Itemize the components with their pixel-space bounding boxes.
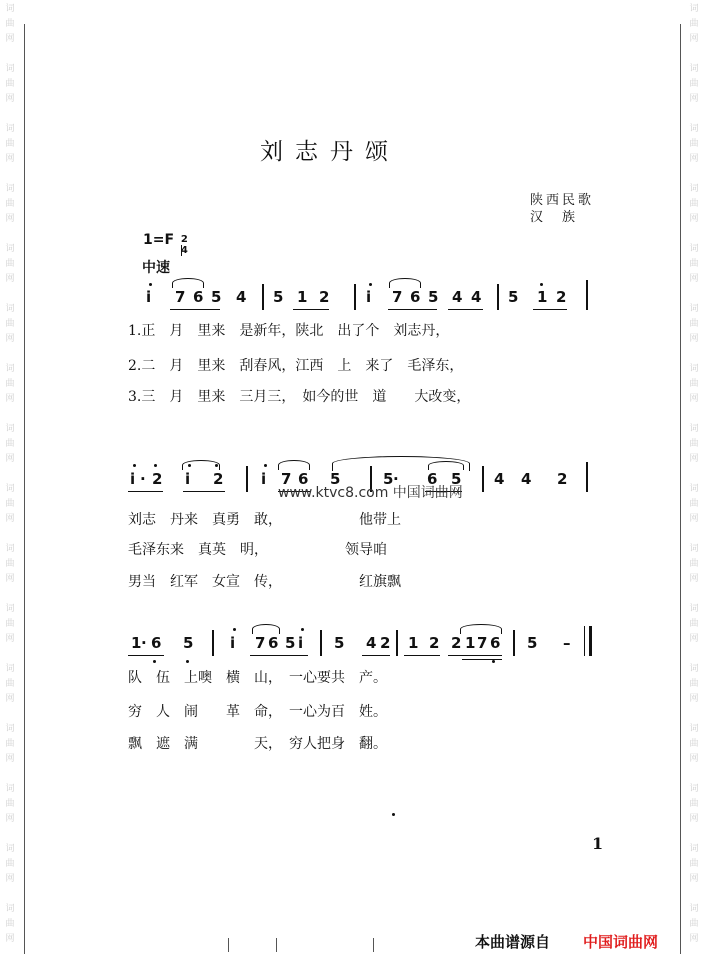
aug-dot: · [140, 470, 146, 488]
underline [293, 309, 329, 310]
note: 6 [298, 470, 309, 488]
side-watermark: 词 曲 网 [689, 784, 699, 824]
time-signature [180, 234, 188, 256]
high-dot [188, 464, 191, 467]
side-watermark: 词 曲 网 [689, 4, 699, 44]
side-watermark: 词 曲 网 [5, 544, 15, 584]
underline [128, 491, 163, 492]
underline [388, 309, 437, 310]
note: 5 [383, 470, 394, 488]
underline [404, 655, 440, 656]
verse-2-lyrics: 2.二 月 里来 刮春风，江西 上 来了 毛泽东， [128, 358, 464, 374]
barline [586, 462, 588, 492]
note: 2 [213, 470, 224, 488]
center-mark [392, 813, 395, 816]
high-dot [540, 283, 543, 286]
note: 4 [366, 634, 377, 652]
center-watermark: www.ktvc8.com 中国词曲网 [278, 485, 463, 501]
side-watermark: 词 曲 网 [5, 904, 15, 944]
note: 6 [268, 634, 279, 652]
time-top: 2 [180, 234, 188, 245]
slur [252, 624, 280, 634]
side-watermark: 词 曲 网 [5, 4, 15, 44]
final-barline-thick [589, 626, 592, 656]
note: 5 [451, 470, 462, 488]
barline [262, 284, 264, 310]
note: 6 [427, 470, 438, 488]
note: 2 [319, 288, 330, 306]
barline [586, 280, 588, 310]
underline [250, 655, 308, 656]
note: 5 [334, 634, 345, 652]
note: i [130, 470, 136, 488]
note: 5 [330, 470, 341, 488]
barline [497, 284, 499, 310]
final-barline-thin [584, 626, 585, 656]
origin-line-1: 陕西民歌 [530, 193, 595, 208]
note: 1 [131, 634, 142, 652]
note: 6 [410, 288, 421, 306]
note: i [230, 634, 236, 652]
left-page-edge [24, 24, 25, 954]
note: i [146, 288, 152, 306]
side-watermark: 词 曲 网 [689, 124, 699, 164]
note: 6 [490, 634, 501, 652]
side-watermark: 词 曲 网 [689, 844, 699, 884]
side-watermark: 词 曲 网 [5, 724, 15, 764]
side-watermark: 词 曲 网 [689, 604, 699, 644]
high-dot [149, 283, 152, 286]
note: 2 [429, 634, 440, 652]
side-watermark: 词 曲 网 [5, 244, 15, 284]
side-watermark: 词 曲 网 [5, 664, 15, 704]
high-dot [215, 464, 218, 467]
aug-dot: · [141, 634, 147, 652]
slur [460, 624, 502, 634]
crop-mark [228, 938, 229, 952]
note: 5 [183, 634, 194, 652]
note: i [185, 470, 191, 488]
verse-2-lyrics: 毛泽东来 真英 明， 领导咱 [128, 542, 387, 558]
note: i [261, 470, 267, 488]
note: 7 [255, 634, 266, 652]
side-watermark: 词 曲 网 [689, 64, 699, 104]
tempo-marking: 中速 [142, 260, 170, 276]
barline [212, 630, 214, 656]
note: 2 [556, 288, 567, 306]
low-dot [492, 660, 495, 663]
verse-1-lyrics: 刘志 丹来 真勇 敢， 他带上 [128, 512, 401, 528]
side-watermark: 词 曲 网 [689, 724, 699, 764]
high-dot [154, 464, 157, 467]
key-text: 1=F [143, 232, 175, 248]
low-dot [153, 660, 156, 663]
slur [428, 461, 464, 470]
side-watermark: 词 曲 网 [5, 64, 15, 104]
side-watermark: 词 曲 网 [5, 844, 15, 884]
note: 2 [380, 634, 391, 652]
underline [448, 309, 483, 310]
origin-line-2: 汉 族 [530, 210, 579, 225]
note: 4 [236, 288, 247, 306]
side-watermark: 词 曲 网 [689, 364, 699, 404]
verse-3-lyrics: 飘 遮 满 天， 穷人把身 翻。 [128, 736, 387, 752]
side-watermark: 词 曲 网 [5, 484, 15, 524]
right-watermark-strip [684, 0, 704, 978]
verse-3-lyrics: 男当 红军 女宣 传， 红旗飘 [128, 574, 401, 590]
note: 5 [527, 634, 538, 652]
side-watermark: 词 曲 网 [689, 544, 699, 584]
slur [172, 278, 204, 288]
side-watermark: 词 曲 网 [5, 124, 15, 164]
note: 6 [193, 288, 204, 306]
note: 4 [494, 470, 505, 488]
high-dot [264, 464, 267, 467]
note: 2 [557, 470, 568, 488]
underline [533, 309, 567, 310]
verse-2-lyrics: 穷 人 闹 革 命， 一心为百 姓。 [128, 704, 387, 720]
side-watermark: 词 曲 网 [689, 904, 699, 944]
high-dot [301, 628, 304, 631]
note: 4 [471, 288, 482, 306]
side-watermark: 词 曲 网 [5, 784, 15, 824]
note: 4 [521, 470, 532, 488]
underline [170, 309, 220, 310]
side-watermark: 词 曲 网 [5, 604, 15, 644]
side-watermark: 词 曲 网 [689, 664, 699, 704]
side-watermark: 词 曲 网 [689, 424, 699, 464]
note: 1 [408, 634, 419, 652]
underline [362, 655, 390, 656]
verse-3-lyrics: 3.三 月 里来 三月三， 如今的世 道 大改变， [128, 389, 471, 405]
note: 5 [273, 288, 284, 306]
verse-1-lyrics: 1.正 月 里来 是新年，陕北 出了个 刘志丹， [128, 323, 450, 339]
barline [320, 630, 322, 656]
side-watermark: 词 曲 网 [5, 424, 15, 464]
aug-dot: · [393, 470, 399, 488]
note: 1 [297, 288, 308, 306]
high-dot [233, 628, 236, 631]
side-watermark: 词 曲 网 [689, 304, 699, 344]
barline [246, 466, 248, 492]
side-watermark: 词 曲 网 [5, 364, 15, 404]
high-dot [369, 283, 372, 286]
note: 7 [175, 288, 186, 306]
song-title: 刘志丹颂 [260, 139, 400, 165]
barline [396, 630, 398, 656]
dash: – [563, 634, 571, 652]
note: 4 [452, 288, 463, 306]
note: 7 [477, 634, 488, 652]
note: 1 [465, 634, 476, 652]
side-watermark: 词 曲 网 [689, 184, 699, 224]
note: 5 [211, 288, 222, 306]
crop-mark [373, 938, 374, 952]
note: 5 [508, 288, 519, 306]
slur [278, 460, 310, 470]
barline [513, 630, 515, 656]
underline [448, 655, 502, 656]
slur [389, 278, 421, 288]
note: 6 [151, 634, 162, 652]
barline [482, 466, 484, 492]
time-bottom: 4 [180, 245, 188, 256]
underline [128, 655, 164, 656]
side-watermark: 词 曲 网 [689, 244, 699, 284]
high-dot [133, 464, 136, 467]
left-watermark-strip [0, 0, 20, 978]
side-watermark: 词 曲 网 [5, 184, 15, 224]
right-page-edge [680, 24, 681, 954]
underline [462, 659, 502, 660]
barline [354, 284, 356, 310]
low-dot [186, 660, 189, 663]
verse-1-lyrics: 队 伍 上噢 横 山， 一心要共 产。 [128, 670, 387, 686]
note: 7 [392, 288, 403, 306]
page-number: 1 [592, 834, 604, 853]
note: 5 [428, 288, 439, 306]
note: 2 [451, 634, 462, 652]
side-watermark: 词 曲 网 [5, 304, 15, 344]
side-watermark: 词 曲 网 [689, 484, 699, 524]
note: 7 [281, 470, 292, 488]
note: 5 [285, 634, 296, 652]
footer-source-label: 本曲谱源自 [475, 933, 551, 951]
note: 1 [537, 288, 548, 306]
note: i [298, 634, 304, 652]
underline [183, 491, 225, 492]
key-signature [143, 232, 188, 256]
crop-mark [276, 938, 277, 952]
note: i [366, 288, 372, 306]
note: 2 [152, 470, 163, 488]
footer-site-link[interactable]: 中国词曲网 [583, 933, 659, 951]
